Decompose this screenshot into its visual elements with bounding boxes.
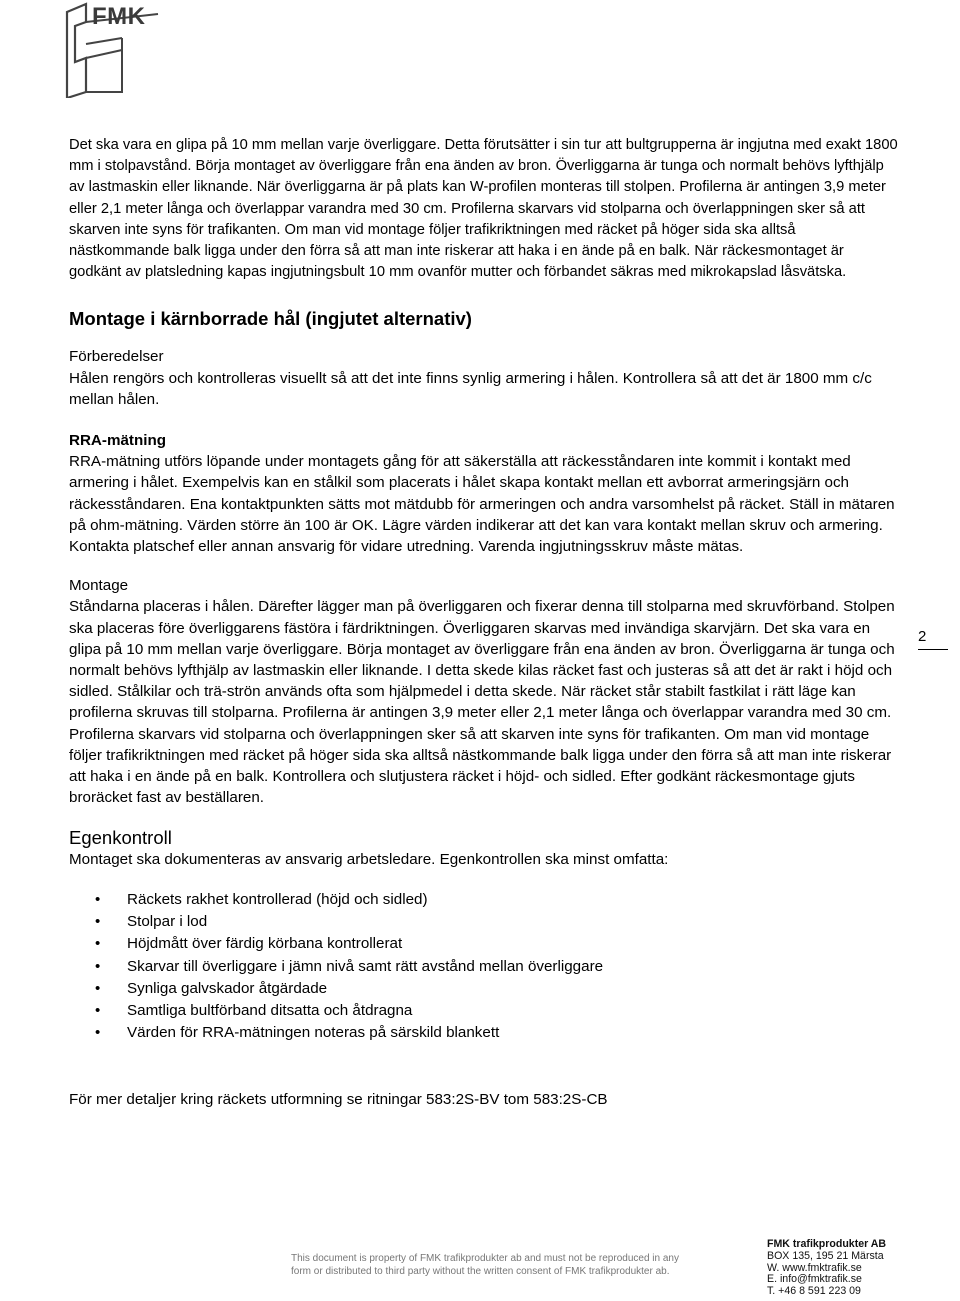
logo-text: FMK xyxy=(92,3,146,30)
montage-section xyxy=(69,575,899,808)
montage-text: Ståndarna placeras i hålen. Därefter lägger man på överliggaren och fixerar denna till stolparna med skruvförband. Stolpen ska placeras före överliggarens fästöra i färdriktningen. Överliggaren skarvas med invändiga skarvjärn. Det ska vara en glipa på 10 mm mellan varje överliggare. Börja montaget av överliggare från ena änden av bron. Överliggarna är tunga och normalt behövs lyfthjälp av lastmaskin eller liknande. I detta skede kilas räcket fast och justeras så att det är rakt i höjd och sidled. Stålkilar och trä-strön används ofta som hjälpmedel i detta skede. När räcket står stabilt fastkilat i rätt läge kan profilerna skruvas till stolparna. Profilerna är antingen 3,9 meter eller 2,1 meter långa och överlappar varandra med 30 cm. Profilerna skarvars vid stolparna och överlappningen sker så att skarven inte syns för trafikanten. Om man vid montage följer trafikriktningen med räcket på höger sida ska alltså nästkommande balk ligga under den förra så att man inte riskerar att haka i en ände på en balk. Kontrollera och slutjustera räcket i höjd- och sidled. Efter godkänt räckesmontage gjuts broräcket fast av beställaren. xyxy=(69,598,895,807)
page-number: 2 xyxy=(918,628,948,650)
footer-disclaimer xyxy=(291,1253,679,1278)
company-address: BOX 135, 195 21 Märsta xyxy=(767,1249,884,1262)
company-web: W. www.fmktrafik.se xyxy=(767,1261,862,1274)
egenkontroll-heading: Egenkontroll xyxy=(69,827,172,849)
footer-company-info xyxy=(767,1239,886,1298)
list-item: • Höjdmått över färdig körbana kontrollerat xyxy=(69,933,899,955)
section-heading: Montage i kärnborrade hål (ingjutet alternativ) xyxy=(69,308,472,330)
rra-heading: RRA-mätning xyxy=(69,432,167,450)
company-name: FMK trafikprodukter AB xyxy=(767,1238,887,1250)
list-item: • Stolpar i lod xyxy=(69,911,899,933)
rra-section xyxy=(69,430,899,557)
list-item: • Samtliga bultförband ditsatta och åtdragna xyxy=(69,1000,899,1022)
footer-disclaimer-line: This document is property of FMK trafikprodukter ab and must not be reproduced in any xyxy=(291,1253,679,1264)
document-body xyxy=(69,135,899,1110)
forberedelser-section xyxy=(69,346,899,410)
list-item: • Synliga galvskador åtgärdade xyxy=(69,978,899,1000)
list-item: • Skarvar till överliggare i jämn nivå samt rätt avstånd mellan överliggare xyxy=(69,956,899,978)
detail-note: För mer detaljer kring räckets utformning se ritningar 583:2S-BV tom 583:2S-CB xyxy=(69,1090,608,1108)
list-item: • Räckets rakhet kontrollerad (höjd och sidled) xyxy=(69,889,899,911)
forberedelser-text: Hålen rengörs och kontrolleras visuellt så att det inte finns synlig armering i hålen. Kontrollera så att det är 1800 mm c/c mellan hålen. xyxy=(69,369,872,408)
rra-text: RRA-mätning utförs löpande under montagets gång för att säkerställa att räckesståndaren inte kommit i kontakt med armering i hålet. Exempelvis kan en stålkil som placerats i hålet skapa kontakt mellan ett avborrat armeringsjärn och räckesståndaren. Ena kontaktpunkten sätts mot mätdubb för armeringen och andra varsomhelst på räcket. Ställ in mätaren på ohm-mätning. Värden större än 100 är OK. Lägre värden indikerar att det kan vara kontakt mellan skruv och armering. Kontakta platschef eller annan ansvarig för vidare utredning. Varenda ingjutningsskruv måste mätas. xyxy=(69,453,895,556)
footer-disclaimer-line: form or distributed to third party without the written consent of FMK trafikprodukter ab. xyxy=(291,1265,670,1277)
company-email: E. info@fmktrafik.se xyxy=(767,1273,862,1286)
forberedelser-heading: Förberedelser xyxy=(69,348,164,366)
egenkontroll-text: Montaget ska dokumenteras av ansvarig arbetsledare. Egenkontrollen ska minst omfatta: xyxy=(69,851,669,869)
intro-paragraph: Det ska vara en glipa på 10 mm mellan varje överliggare. Detta förutsätter i sin tur att bultgrupperna är ingjutna med exakt 1800 mm i stolpavstånd. Börja montaget av överliggare från ena änden av bron. Överliggarna är tunga och normalt behövs lyfthjälp av lastmaskin eller liknande. När överliggarna är på plats kan W-profilen monteras till stolpen. Profilerna är antingen 3,9 meter eller 2,1 meter långa och överlappar varandra med 30 cm. Profilerna skarvars vid stolparna och överlappningen sker så att skarven inte syns för trafikanten. Om man vid montage följer trafikriktningen med räcket på höger sida ska alltså nästkommande balk ligga under den förra så att man inte riskerar att haka i en ände på en balk. När räckesmontaget är godkänt av platsledning kapas ingjutningsbult 10 mm ovanför mutter och förbandet säkras med mikrokapslad låsvätska. xyxy=(69,137,898,281)
montage-heading: Montage xyxy=(69,577,129,595)
company-phone: T. +46 8 591 223 09 xyxy=(767,1285,861,1298)
list-item: • Värden för RRA-mätningen noteras på särskild blankett xyxy=(69,1022,899,1044)
egenkontroll-list xyxy=(69,889,899,1045)
